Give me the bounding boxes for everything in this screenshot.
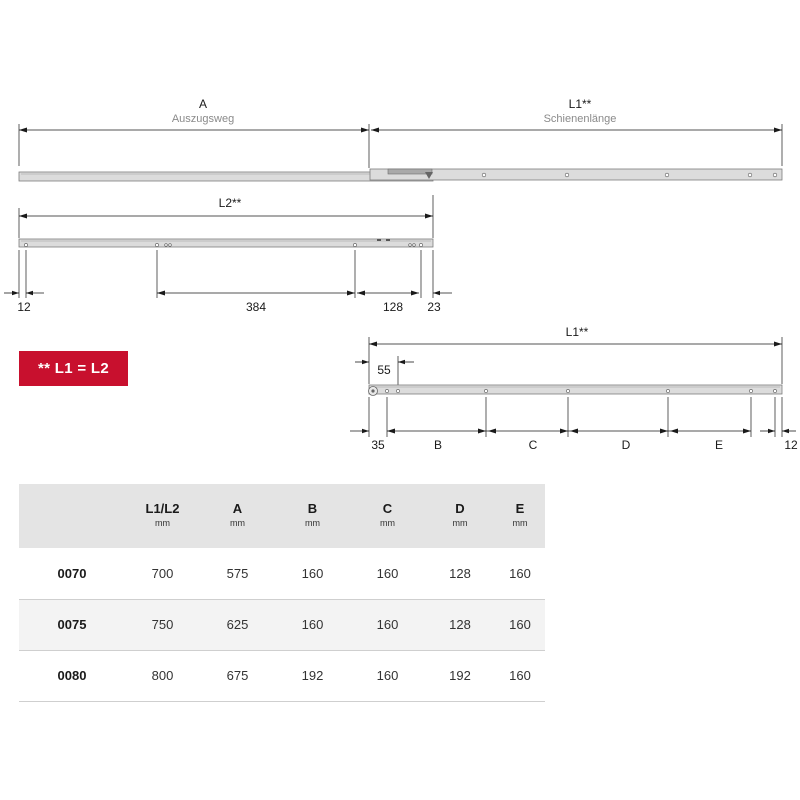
column-header-unit: mm <box>305 518 320 528</box>
table-cell: 160 <box>376 668 399 683</box>
label-55: 55 <box>377 363 391 377</box>
table-cell: 160 <box>376 565 399 581</box>
label-e: E <box>714 438 724 452</box>
column-header-unit: mm <box>230 518 245 528</box>
table-body <box>19 548 545 701</box>
table-cell: 160 <box>376 617 399 632</box>
column-header <box>275 484 350 548</box>
label-128: 128 <box>382 300 404 314</box>
extension-lines-middle <box>19 250 433 298</box>
label-35: 35 <box>371 438 385 452</box>
table-cell: 750 <box>151 617 174 632</box>
label-a: A <box>198 97 208 111</box>
column-header-label: C <box>382 501 393 516</box>
table-cell: 192 <box>449 668 471 683</box>
article-code-cell: 0075 <box>57 617 87 632</box>
table-row <box>19 650 545 701</box>
rail-cabinet <box>19 239 433 247</box>
column-header-unit: mm <box>155 518 170 528</box>
column-header <box>495 484 545 548</box>
table-header-row <box>19 484 545 548</box>
table-cell: 128 <box>449 617 471 632</box>
label-12-right: 12 <box>784 438 798 452</box>
label-c: C <box>528 438 538 452</box>
column-header <box>350 484 425 548</box>
label-l1-top-sub: Schienenlänge <box>543 113 617 125</box>
note-badge: ** L1 = L2 <box>19 351 128 386</box>
label-l1-top: L1** <box>568 97 592 111</box>
column-header-label: A <box>232 501 243 516</box>
dimension-l1-top <box>371 97 782 166</box>
dimension-l2 <box>19 195 433 238</box>
dimension-a <box>19 97 369 168</box>
column-header-label: B <box>307 501 318 516</box>
table-cell: 192 <box>301 668 324 683</box>
label-d: D <box>621 438 631 452</box>
column-header <box>125 484 200 548</box>
table-cell: 160 <box>509 565 531 581</box>
column-header-unit: mm <box>380 518 395 528</box>
column-header <box>19 484 125 548</box>
article-code-cell: 0080 <box>57 668 87 683</box>
column-header-label: L1/L2 <box>145 501 180 516</box>
label-23: 23 <box>427 300 441 314</box>
column-header-label: E <box>515 501 525 516</box>
table-cell: 625 <box>226 617 249 632</box>
rail-drawer <box>369 385 783 396</box>
label-a-sub: Auszugsweg <box>171 113 235 125</box>
table-cell: 575 <box>226 565 249 581</box>
table-cell: 700 <box>151 565 174 581</box>
column-header-label: D <box>455 501 465 516</box>
rail-extended <box>19 169 782 181</box>
table-row <box>19 548 545 599</box>
table-cell: 160 <box>509 617 531 632</box>
table-cell: 800 <box>151 668 174 683</box>
table-cell: 160 <box>301 617 324 632</box>
label-l2: L2** <box>218 196 242 210</box>
column-header <box>200 484 275 548</box>
table-cell: 128 <box>449 565 471 581</box>
article-code-cell: 0070 <box>57 565 87 581</box>
table-row <box>19 599 545 650</box>
dimension-l1-bottom <box>369 325 782 384</box>
column-header-unit: mm <box>452 518 468 528</box>
column-header-unit: mm <box>512 518 528 528</box>
label-b: B <box>433 438 443 452</box>
spec-table <box>19 484 545 702</box>
table-cell: 160 <box>509 668 531 683</box>
table-cell: 675 <box>226 668 249 683</box>
dimension-chain-bottom <box>350 429 798 453</box>
dimension-chain-middle <box>4 291 452 315</box>
table-cell: 160 <box>301 565 324 581</box>
label-384: 384 <box>245 300 267 314</box>
label-l1-bottom: L1** <box>565 325 589 339</box>
label-12-left: 12 <box>17 300 31 314</box>
column-header <box>425 484 495 548</box>
